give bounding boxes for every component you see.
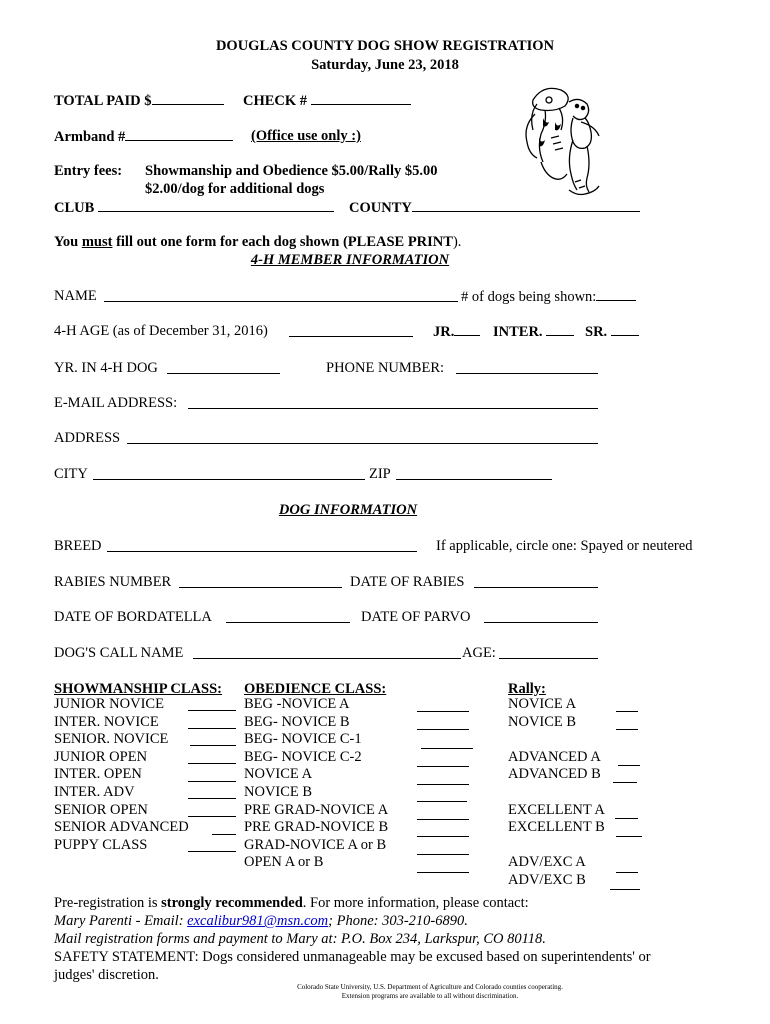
bordatella-label: DATE OF BORDATELLA xyxy=(54,609,212,625)
safety-line-2: judges' discretion. xyxy=(54,967,159,983)
email-label: E-MAIL ADDRESS: xyxy=(54,395,178,411)
call-name-label: DOG'S CALL NAME xyxy=(54,645,184,661)
showmanship-blank[interactable] xyxy=(188,781,236,782)
rally-heading: Rally: xyxy=(508,681,546,697)
call-name-field[interactable] xyxy=(193,658,461,659)
fine-print-2: Extension programs are available to all without discrimination. xyxy=(341,992,519,1000)
rally-list xyxy=(508,696,605,890)
fine-print-1: Colorado State University, U.S. Department of Agriculture and Colorado counties cooperating. xyxy=(297,983,563,991)
obedience-item: BEG- NOVICE C-2 xyxy=(244,748,362,765)
name-label: NAME xyxy=(54,288,97,304)
notice-text-pre: You xyxy=(54,234,82,250)
showmanship-blank[interactable] xyxy=(188,816,236,817)
obedience-item: BEG- NOVICE B xyxy=(244,713,350,730)
rally-blank[interactable] xyxy=(616,729,638,730)
rally-blank[interactable] xyxy=(615,818,638,819)
parvo-label: DATE OF PARVO xyxy=(361,609,471,625)
rally-blank[interactable] xyxy=(618,765,640,766)
mail-line: Mail registration forms and payment to Mary at: P.O. Box 234, Larkspur, CO 80118. xyxy=(54,931,546,947)
zip-field[interactable] xyxy=(396,479,552,480)
obedience-item: NOVICE B xyxy=(244,783,313,800)
county-row xyxy=(349,199,640,216)
showmanship-blank[interactable] xyxy=(212,834,236,835)
office-use-label: (Office use only :) xyxy=(251,128,361,144)
rally-item: ADV/EXC B xyxy=(508,871,586,888)
rally-blank[interactable] xyxy=(610,889,640,890)
inter-field[interactable] xyxy=(546,323,574,336)
showmanship-blank[interactable] xyxy=(188,851,236,852)
date-rabies-label: DATE OF RABIES xyxy=(350,574,465,590)
sr-row xyxy=(585,323,639,340)
check-row xyxy=(243,92,411,109)
rally-blank[interactable] xyxy=(616,711,638,712)
obedience-blank[interactable] xyxy=(417,766,469,767)
showmanship-item: JUNIOR NOVICE xyxy=(54,696,164,712)
prereg-text-post: . For more information, please contact: xyxy=(302,895,529,911)
spayed-neutered-note: If applicable, circle one: Spayed or neutered xyxy=(436,538,693,554)
sr-field[interactable] xyxy=(611,323,639,336)
obedience-blank[interactable] xyxy=(417,854,469,855)
showmanship-item: SENIOR. NOVICE xyxy=(54,731,169,748)
sr-label: SR. xyxy=(585,324,608,340)
date-rabies-field[interactable] xyxy=(474,587,598,588)
parvo-field[interactable] xyxy=(484,622,598,623)
entry-fees-label: Entry fees: xyxy=(54,163,123,179)
breed-label: BREED xyxy=(54,538,102,554)
obedience-list xyxy=(244,696,388,872)
rally-item: EXCELLENT B xyxy=(508,819,605,836)
obedience-blank[interactable] xyxy=(417,729,469,730)
showmanship-blank[interactable] xyxy=(188,798,236,799)
rally-blank[interactable] xyxy=(616,872,638,873)
rally-item: ADVANCED A xyxy=(508,748,601,765)
entry-fees-line2: $2.00/dog for additional dogs xyxy=(145,181,325,197)
rally-item: NOVICE B xyxy=(508,713,577,730)
member-info-heading: 4-H MEMBER INFORMATION xyxy=(250,252,450,268)
contact-line xyxy=(54,913,468,929)
obedience-item: BEG- NOVICE C-1 xyxy=(244,731,362,748)
child-with-dog-illustration xyxy=(515,78,615,203)
obedience-item: NOVICE A xyxy=(244,766,313,783)
showmanship-blank[interactable] xyxy=(188,728,236,729)
obedience-blank[interactable] xyxy=(417,784,469,785)
obedience-item: GRAD-NOVICE A or B xyxy=(244,836,387,853)
obedience-item: OPEN A or B xyxy=(244,854,324,871)
armband-row xyxy=(54,128,233,145)
address-label: ADDRESS xyxy=(54,430,121,446)
yr-field[interactable] xyxy=(167,373,280,374)
notice-text-end: ). xyxy=(452,234,462,250)
showmanship-item: SENIOR OPEN xyxy=(54,801,148,818)
dogs-shown-label: # of dogs being shown: xyxy=(461,289,597,305)
club-field[interactable] xyxy=(98,199,334,212)
armband-field[interactable] xyxy=(125,128,233,141)
rally-blank[interactable] xyxy=(613,782,637,783)
showmanship-item: PUPPY CLASS xyxy=(54,836,148,853)
yr-label: YR. IN 4-H DOG xyxy=(54,360,158,376)
dogs-shown-row xyxy=(461,288,636,305)
county-label: COUNTY xyxy=(349,200,412,216)
club-label: CLUB xyxy=(54,200,95,216)
inter-row xyxy=(493,323,574,340)
obedience-heading: OBEDIENCE CLASS: xyxy=(244,681,387,697)
prereg-strong: strongly recommended xyxy=(161,895,303,911)
rally-item xyxy=(508,837,605,855)
showmanship-item: INTER. NOVICE xyxy=(54,713,159,730)
instructions-notice xyxy=(54,234,461,250)
showmanship-item: INTER. OPEN xyxy=(54,766,142,783)
obedience-blank[interactable] xyxy=(421,748,473,749)
jr-row xyxy=(433,323,480,340)
rally-item: ADV/EXC A xyxy=(508,854,586,871)
rally-blank[interactable] xyxy=(616,836,642,837)
rally-item xyxy=(508,731,605,749)
rabies-number-label: RABIES NUMBER xyxy=(54,574,172,590)
email-field[interactable] xyxy=(188,408,598,409)
armband-label: Armband # xyxy=(54,129,126,145)
showmanship-list xyxy=(54,696,189,854)
obedience-blank[interactable] xyxy=(417,872,469,873)
check-label: CHECK # xyxy=(243,93,308,109)
city-field[interactable] xyxy=(93,479,365,480)
total-paid-row xyxy=(54,92,224,109)
jr-field[interactable] xyxy=(454,323,480,336)
prereg-text: Pre-registration is xyxy=(54,895,162,911)
obedience-blank[interactable] xyxy=(417,836,469,837)
entry-fees-line1: Showmanship and Obedience $5.00/Rally $5.00 xyxy=(145,163,438,179)
rally-item: NOVICE A xyxy=(508,696,577,712)
showmanship-item: JUNIOR OPEN xyxy=(54,748,148,765)
page-title: DOUGLAS COUNTY DOG SHOW REGISTRATION xyxy=(215,38,555,54)
address-field[interactable] xyxy=(127,443,598,444)
rally-item: EXCELLENT A xyxy=(508,801,605,818)
phone-field[interactable] xyxy=(456,373,598,374)
obedience-item: BEG -NOVICE A xyxy=(244,696,350,712)
prereg-line xyxy=(54,895,529,911)
notice-must: must xyxy=(81,234,113,250)
contact-phone: ; Phone: 303-210-6890. xyxy=(328,913,468,929)
bordatella-field[interactable] xyxy=(226,622,350,623)
inter-label: INTER. xyxy=(493,324,543,340)
showmanship-item: SENIOR ADVANCED xyxy=(54,819,189,836)
dog-info-heading: DOG INFORMATION xyxy=(278,502,418,518)
obedience-blank[interactable] xyxy=(417,801,467,802)
rabies-number-field[interactable] xyxy=(179,587,342,588)
showmanship-blank[interactable] xyxy=(188,763,236,764)
zip-label: ZIP xyxy=(369,466,391,482)
breed-field[interactable] xyxy=(107,551,417,552)
showmanship-blank[interactable] xyxy=(188,710,236,711)
show-date: Saturday, June 23, 2018 xyxy=(311,57,459,73)
check-field[interactable] xyxy=(311,92,411,105)
county-field[interactable] xyxy=(412,199,640,212)
contact-email-link[interactable]: excalibur981@msn.com xyxy=(187,913,329,929)
city-label: CITY xyxy=(54,466,88,482)
obedience-item: PRE GRAD-NOVICE B xyxy=(244,819,389,836)
total-paid-field[interactable] xyxy=(152,92,224,105)
safety-line-1: SAFETY STATEMENT: Dogs considered unmanageable may be excused based on superintendents' or xyxy=(54,949,651,965)
obedience-blank[interactable] xyxy=(417,711,469,712)
showmanship-heading: SHOWMANSHIP CLASS: xyxy=(54,681,222,697)
rally-item: ADVANCED B xyxy=(508,766,601,783)
obedience-blank[interactable] xyxy=(417,819,469,820)
age-field[interactable] xyxy=(289,336,413,337)
total-paid-label: TOTAL PAID $ xyxy=(54,93,152,109)
dogs-shown-field[interactable] xyxy=(596,288,636,301)
dog-age-label: AGE: xyxy=(462,645,496,661)
jr-label: JR. xyxy=(433,324,455,340)
showmanship-item: INTER. ADV xyxy=(54,783,135,800)
dog-age-field[interactable] xyxy=(499,658,598,659)
club-row xyxy=(54,199,334,216)
contact-text: Mary Parenti - Email: xyxy=(54,913,188,929)
notice-text-post: fill out one form for each dog shown (PLEASE PRINT xyxy=(112,234,453,250)
rally-item xyxy=(508,784,605,802)
name-field[interactable] xyxy=(104,301,458,302)
showmanship-blank[interactable] xyxy=(190,745,236,746)
age-label: 4-H AGE (as of December 31, 2016) xyxy=(54,323,268,339)
obedience-item: PRE GRAD-NOVICE A xyxy=(244,801,389,818)
phone-label: PHONE NUMBER: xyxy=(326,360,445,376)
